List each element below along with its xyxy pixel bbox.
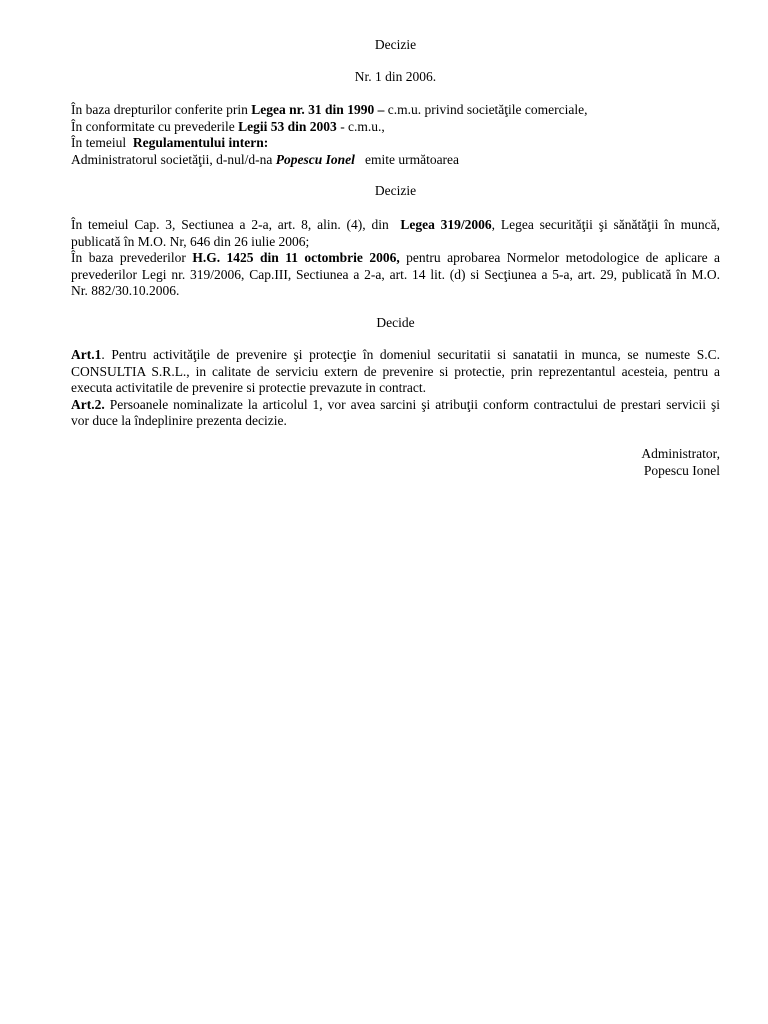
preamble-line-1 [71, 102, 720, 119]
signature-role: Administrator, [641, 446, 720, 461]
article-1-line-1 [71, 347, 720, 364]
section-title-decizie: Decizie [374, 183, 417, 198]
preamble-text: În temeiul [71, 135, 133, 150]
consideration-1-line-2: publicată în M.O. Nr, 646 din 26 iulie 2006; [71, 233, 310, 249]
preamble-text: - c.m.u., [336, 118, 385, 134]
article-1-line-2: CONSULTIA S.R.L., in calitate de serviciu extern de prevenire si protectie, prin reprezentantul acesteia, pentru a [71, 363, 720, 379]
signature-name: Popescu Ionel [643, 462, 720, 478]
preamble-text: emite următoarea [354, 151, 460, 167]
regulation-reference: Regulamentului intern: [132, 135, 269, 150]
article-text: . Pentru activităţile de prevenire şi protecţie în domeniul securitatii si sanatatii in munca, se numeste S.C. [101, 347, 720, 362]
decision-number: Nr. 1 din 2006. [354, 69, 437, 84]
signature-block [641, 446, 720, 479]
article-text: Persoanele nominalizate la articolul 1, vor avea sarcini şi atribuţii conform contractului de prestari servicii şi [104, 396, 720, 412]
article-label: Art.1 [71, 347, 102, 362]
document-title: Decizie [374, 37, 417, 52]
consideration-text: pentru aprobarea Normelor metodologice de aplicare a [399, 250, 721, 265]
consideration-text: , Legea securităţii şi sănătăţii în muncă, [491, 217, 720, 232]
articles [71, 347, 720, 430]
preamble-text: În conformitate cu prevederile [71, 118, 239, 134]
preamble-line-3 [71, 135, 720, 152]
section-title-decide: Decide [376, 315, 415, 330]
article-2-line-2: vor duce la îndeplinire prezenta decizie. [71, 413, 287, 428]
preamble [71, 102, 720, 168]
administrator-name: Popescu Ionel [275, 151, 355, 167]
article-label: Art.2. [71, 396, 105, 412]
consideration-1-line-1 [71, 217, 720, 234]
consideration-2-line-2: prevederilor Legi nr. 319/2006, Cap.III, Sectiunea a 2-a, art. 14 lit. (d) si Secţiunea a 5-a, art. 29, publicată în M.O. [71, 266, 720, 282]
consideration-text: În temeiul Cap. 3, Sectiunea a 2-a, art. 8, alin. (4), din [71, 217, 401, 232]
consideration-text: În baza prevederilor [71, 250, 193, 265]
article-1-line-3: executa activitatile de prevenire si protectie prevazute in contract. [71, 380, 426, 395]
preamble-line-4 [71, 152, 720, 169]
considerations [71, 217, 720, 300]
consideration-2-line-1 [71, 250, 720, 267]
preamble-text: c.m.u. privind societăţile comerciale, [384, 102, 588, 117]
preamble-text: Administratorul societăţii, d-nul/d-na [71, 151, 276, 167]
preamble-text: În baza drepturilor conferite prin [71, 102, 252, 117]
law-reference: Legea nr. 31 din 1990 – [251, 102, 385, 117]
preamble-line-2 [71, 119, 720, 136]
law-reference: Legea 319/2006 [400, 217, 492, 232]
law-reference: Legii 53 din 2003 [238, 118, 337, 134]
hg-reference: H.G. 1425 din 11 octombrie 2006, [192, 250, 400, 265]
article-2-line-1 [71, 397, 720, 414]
consideration-2-line-3: Nr. 882/30.10.2006. [71, 283, 180, 298]
